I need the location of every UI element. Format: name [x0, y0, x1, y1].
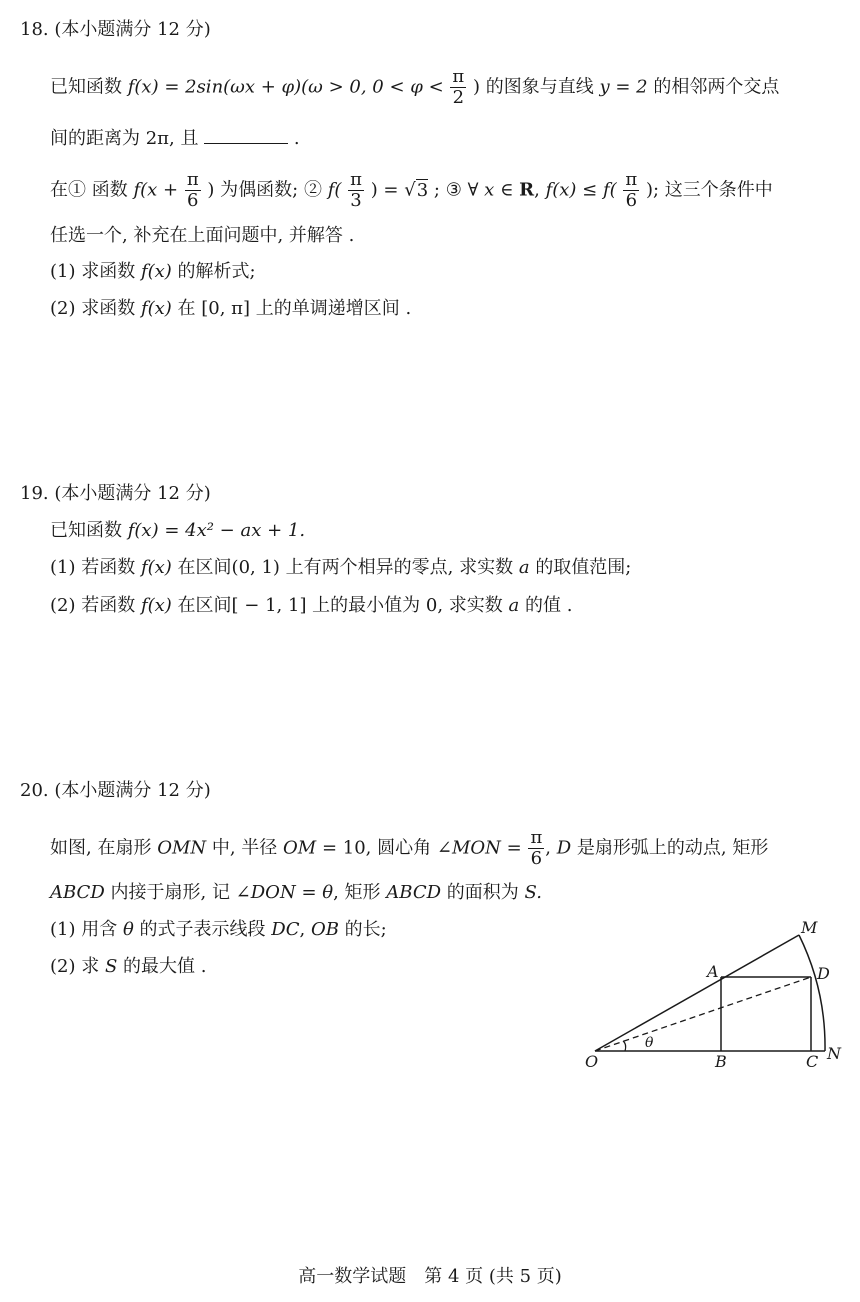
fraction-pi-over-3: $\frac{\pi}{3}$	[350, 169, 362, 211]
sqrt-symbol: √	[404, 179, 416, 201]
label-O: O	[585, 1052, 599, 1071]
q18-part2: (2) 求函数 f(x) 在 [0, π] 上的单调递增区间 .	[50, 298, 412, 319]
page-footer: 高一数学试题 第 4 页 (共 5 页)	[298, 1266, 562, 1287]
q18-formula: f(x) ≤ f(	[545, 179, 617, 201]
arc-MN	[799, 935, 825, 1051]
q18-line2	[50, 125, 300, 151]
q20-line2: ABCD 内接于扇形, 记 ∠DON = θ, 矩形 ABCD 的面积为 S.	[50, 882, 542, 903]
q19-part2: (2) 若函数 f(x) 在区间[ − 1, 1] 上的最小值为 0, 求实数 a 的值 .	[50, 595, 573, 616]
fraction-pi-over-6: $\frac{\pi}{6}$	[530, 827, 543, 869]
q18-text: ,	[534, 179, 540, 201]
q18-line-eq: y = 2	[599, 76, 648, 98]
q20-header: 20. (本小题满分 12 分)	[20, 780, 211, 801]
q19-header: 19. (本小题满分 12 分)	[20, 483, 211, 504]
angle-theta-arc	[623, 1041, 626, 1051]
label-M: M	[801, 918, 818, 937]
q18-formula: f(x +	[133, 179, 179, 201]
segment-OM	[595, 935, 799, 1051]
q18-text: ) 为偶函数; ②	[207, 179, 322, 201]
q19-line1: 已知函数 f(x) = 4x² − ax + 1.	[50, 520, 306, 541]
answer-blank	[204, 125, 288, 144]
label-theta: θ	[645, 1035, 654, 1051]
q18-text: ) 的图象与直线	[472, 76, 594, 98]
label-A: A	[707, 962, 719, 981]
q18-text: ) =	[370, 179, 399, 201]
q18-line1	[50, 67, 779, 108]
sector-rectangle-figure	[575, 915, 845, 1075]
q18-text: .	[293, 128, 300, 149]
sqrt-arg: 3	[416, 179, 429, 201]
q20-line1: 如图, 在扇形 OMN 中, 半径 OM = 10, 圆心角 ∠MON = $\frac{\pi}{6}$ , D 是扇形弧上的动点, 矩形	[50, 827, 769, 869]
label-N: N	[827, 1044, 841, 1063]
q18-line4: 任选一个, 补充在上面问题中, 并解答 .	[50, 225, 355, 246]
q18-text: ∈	[500, 179, 514, 201]
fraction-pi-over-6: $\frac{\pi}{6}$	[186, 169, 199, 211]
fraction-pi-over-6: $\frac{\pi}{6}$	[625, 169, 638, 211]
q18-text: 已知函数	[50, 76, 122, 98]
q18-part1: (1) 求函数 f(x) 的解析式;	[50, 261, 256, 282]
label-B: B	[715, 1052, 727, 1071]
q19-part1: (1) 若函数 f(x) 在区间(0, 1) 上有两个相异的零点, 求实数 a 的取值范围;	[50, 557, 632, 578]
q18-formula: f(	[327, 179, 342, 201]
fraction-pi-over-2: $\frac{\pi}{2}$	[452, 66, 465, 108]
q18-text: ; ③ ∀	[433, 179, 479, 201]
q18-text: ); 这三个条件中	[645, 179, 773, 201]
q18-text: 在① 函数	[50, 179, 128, 201]
q20-part1: (1) 用含 θ 的式子表示线段 DC, OB 的长;	[50, 919, 387, 940]
q18-formula: f(x) = 2sin(ωx + φ)(ω > 0, 0 < φ <	[127, 76, 444, 98]
q18-text: 间的距离为 2π, 且	[50, 128, 199, 149]
label-C: C	[806, 1052, 819, 1071]
q18-var: x	[484, 179, 495, 201]
reals-symbol: R	[519, 179, 535, 201]
segment-OD-dashed	[595, 977, 811, 1051]
label-D: D	[817, 964, 830, 983]
q20-part2: (2) 求 S 的最大值 .	[50, 956, 207, 977]
q18-header: 18. (本小题满分 12 分)	[20, 19, 211, 40]
q18-text: 的相邻两个交点	[653, 76, 780, 98]
q18-line3	[50, 170, 773, 211]
